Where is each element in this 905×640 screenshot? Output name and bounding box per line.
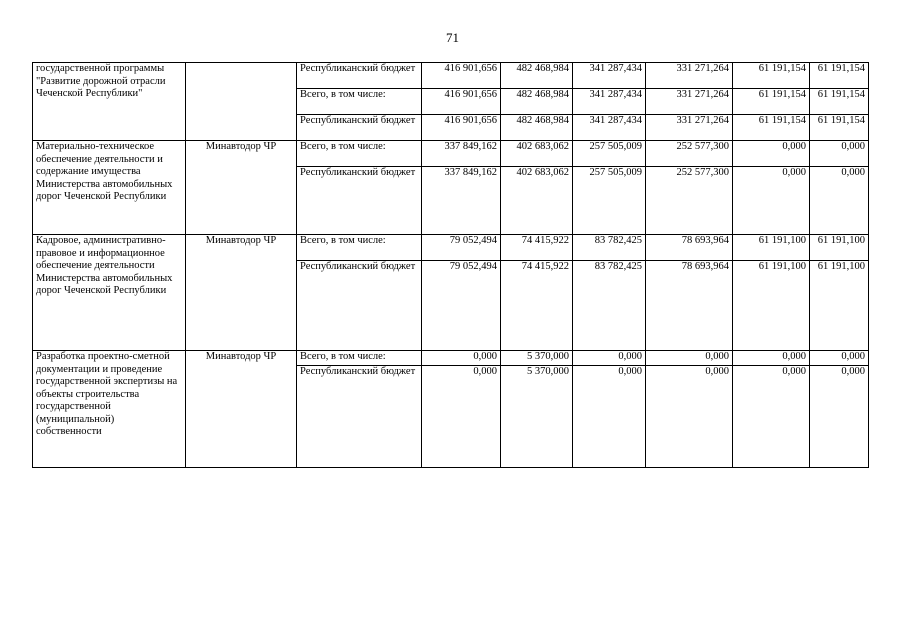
amount-cell: 78 693,964 — [646, 261, 733, 351]
table-row — [33, 351, 869, 366]
amount-cell: 5 370,000 — [501, 365, 573, 467]
table-row — [33, 235, 869, 261]
amount-cell: 0,000 — [810, 141, 869, 167]
activity-name-cell: Кадровое, административно-правовое и информационное обеспечение деятельности Министерства автомобильных дорог Чеченской Республики — [33, 235, 186, 351]
amount-cell: 337 849,162 — [422, 167, 501, 235]
amount-cell: 61 191,154 — [810, 115, 869, 141]
amount-cell: 331 271,264 — [646, 115, 733, 141]
amount-cell: 252 577,300 — [646, 167, 733, 235]
amount-cell: 0,000 — [733, 141, 810, 167]
amount-cell: 331 271,264 — [646, 89, 733, 115]
funding-source-cell: Всего, в том числе: — [297, 141, 422, 167]
amount-cell: 0,000 — [573, 351, 646, 366]
amount-cell: 61 191,100 — [810, 261, 869, 351]
activity-name-cell: государственной программы "Развитие дорожной отрасли Чеченской Республики" — [33, 63, 186, 141]
activity-name-cell: Материально-техническое обеспечение деятельности и содержание имущества Министерства автомобильных дорог Чеченской Республики — [33, 141, 186, 235]
amount-cell: 0,000 — [810, 365, 869, 467]
amount-cell: 83 782,425 — [573, 235, 646, 261]
amount-cell: 74 415,922 — [501, 235, 573, 261]
funding-source-cell: Республиканский бюджет — [297, 167, 422, 235]
amount-cell: 402 683,062 — [501, 141, 573, 167]
amount-cell: 0,000 — [810, 167, 869, 235]
table-row — [33, 63, 869, 89]
funding-source-cell: Республиканский бюджет — [297, 365, 422, 467]
amount-cell: 79 052,494 — [422, 235, 501, 261]
amount-cell: 482 468,984 — [501, 89, 573, 115]
funding-source-cell: Всего, в том числе: — [297, 89, 422, 115]
amount-cell: 0,000 — [422, 351, 501, 366]
amount-cell: 61 191,154 — [733, 89, 810, 115]
amount-cell: 0,000 — [573, 365, 646, 467]
amount-cell: 341 287,434 — [573, 63, 646, 89]
amount-cell: 61 191,154 — [810, 89, 869, 115]
budget-table — [32, 62, 869, 468]
amount-cell: 341 287,434 — [573, 89, 646, 115]
amount-cell: 331 271,264 — [646, 63, 733, 89]
funding-source-cell: Республиканский бюджет — [297, 261, 422, 351]
amount-cell: 337 849,162 — [422, 141, 501, 167]
amount-cell: 482 468,984 — [501, 63, 573, 89]
amount-cell: 0,000 — [733, 365, 810, 467]
amount-cell: 74 415,922 — [501, 261, 573, 351]
amount-cell: 416 901,656 — [422, 63, 501, 89]
amount-cell: 341 287,434 — [573, 115, 646, 141]
amount-cell: 0,000 — [733, 351, 810, 366]
amount-cell: 257 505,009 — [573, 141, 646, 167]
amount-cell: 252 577,300 — [646, 141, 733, 167]
amount-cell: 61 191,154 — [733, 115, 810, 141]
amount-cell: 402 683,062 — [501, 167, 573, 235]
amount-cell: 61 191,154 — [810, 63, 869, 89]
executor-cell: Минавтодор ЧР — [186, 235, 297, 351]
funding-source-cell: Республиканский бюджет — [297, 115, 422, 141]
amount-cell: 61 191,100 — [733, 235, 810, 261]
executor-cell — [186, 63, 297, 141]
amount-cell: 0,000 — [646, 365, 733, 467]
amount-cell: 0,000 — [810, 351, 869, 366]
funding-source-cell: Всего, в том числе: — [297, 235, 422, 261]
activity-name-cell: Разработка проектно-сметной документации и проведение государственной экспертизы на объекты строительства государственной (муниципальной) собственности — [33, 351, 186, 468]
amount-cell: 0,000 — [646, 351, 733, 366]
funding-source-cell: Всего, в том числе: — [297, 351, 422, 366]
table-row — [33, 141, 869, 167]
amount-cell: 79 052,494 — [422, 261, 501, 351]
amount-cell: 416 901,656 — [422, 115, 501, 141]
executor-cell: Минавтодор ЧР — [186, 351, 297, 468]
funding-source-cell: Республиканский бюджет — [297, 63, 422, 89]
amount-cell: 78 693,964 — [646, 235, 733, 261]
amount-cell: 0,000 — [733, 167, 810, 235]
amount-cell: 5 370,000 — [501, 351, 573, 366]
amount-cell: 482 468,984 — [501, 115, 573, 141]
amount-cell: 61 191,100 — [733, 261, 810, 351]
amount-cell: 257 505,009 — [573, 167, 646, 235]
amount-cell: 0,000 — [422, 365, 501, 467]
executor-cell: Минавтодор ЧР — [186, 141, 297, 235]
amount-cell: 83 782,425 — [573, 261, 646, 351]
amount-cell: 61 191,100 — [810, 235, 869, 261]
amount-cell: 416 901,656 — [422, 89, 501, 115]
amount-cell: 61 191,154 — [733, 63, 810, 89]
page-number: 71 — [446, 30, 459, 45]
